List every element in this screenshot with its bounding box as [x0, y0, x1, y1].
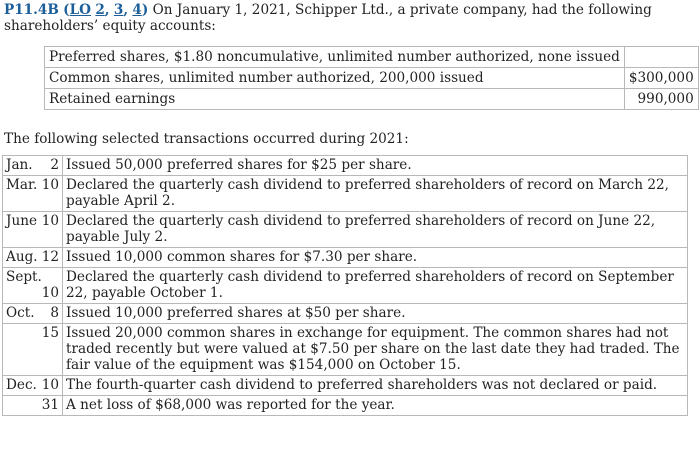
transaction-text: The fourth-quarter cash dividend to preferred shareholders was not declared or paid.: [63, 376, 688, 396]
lo-2-link[interactable]: 2: [95, 2, 105, 18]
transaction-month: Jan.: [6, 157, 33, 173]
transaction-text: Declared the quarterly cash dividend to preferred shareholders of record on September 22, payable October 1.: [63, 268, 688, 304]
lo-3-link[interactable]: 3: [113, 2, 124, 18]
lo-4-link[interactable]: 4: [132, 2, 142, 18]
table-row: [3, 396, 688, 416]
transaction-day: 10: [41, 213, 59, 229]
problem-id: P11.4B: [4, 2, 59, 18]
transaction-month: Oct.: [6, 305, 35, 321]
equity-accounts-table: [44, 46, 699, 110]
transaction-day: 10: [41, 377, 59, 393]
transaction-text: Declared the quarterly cash dividend to preferred shareholders of record on March 22, payable April 2.: [63, 176, 688, 212]
transaction-date: [3, 268, 63, 304]
transaction-date: [3, 376, 63, 396]
transaction-day: 10: [41, 285, 59, 301]
table-row: [3, 248, 688, 268]
table-row: [3, 156, 688, 176]
transaction-day: 2: [50, 157, 59, 173]
table-row: [3, 324, 688, 376]
transaction-date: [3, 176, 63, 212]
transaction-date: [3, 304, 63, 324]
lo-paren-open: (: [63, 2, 70, 18]
transaction-text: Issued 10,000 preferred shares at $50 per share.: [63, 304, 688, 324]
transaction-date: [3, 248, 63, 268]
transaction-day: 8: [50, 305, 59, 321]
transaction-day: 31: [41, 397, 59, 413]
transaction-text: A net loss of $68,000 was reported for the year.: [63, 396, 688, 416]
table-row: [3, 212, 688, 248]
transaction-date: [3, 396, 63, 416]
transaction-month: Dec.: [6, 377, 37, 393]
transaction-date: [3, 156, 63, 176]
table-row: [45, 68, 699, 89]
account-label: Retained earnings: [45, 89, 625, 110]
table-row: [45, 47, 699, 68]
transaction-text: Declared the quarterly cash dividend to preferred shareholders of record on June 22, payable July 2.: [63, 212, 688, 248]
transaction-month: Aug.: [6, 249, 38, 265]
lo-paren-close: ): [141, 2, 149, 18]
transaction-day: 15: [41, 325, 59, 341]
transaction-day: 10: [41, 177, 59, 193]
table-row: [45, 89, 699, 110]
account-label: Preferred shares, $1.80 noncumulative, unlimited number authorized, none issued: [45, 47, 625, 68]
transaction-month: Sept.: [6, 269, 42, 285]
lo-link[interactable]: LO: [69, 2, 91, 18]
intro-text: On January 1, 2021, Schipper Ltd., a private company, had the following shareholders’ equity accounts:: [4, 2, 652, 34]
transaction-month: Mar.: [6, 177, 38, 193]
account-amount: 990,000: [624, 89, 698, 110]
table-row: [3, 268, 688, 304]
transaction-text: Issued 50,000 preferred shares for $25 per share.: [63, 156, 688, 176]
transaction-date: [3, 324, 63, 376]
transaction-text: Issued 10,000 common shares for $7.30 per share.: [63, 248, 688, 268]
transaction-date: [3, 212, 63, 248]
transaction-day: 12: [41, 249, 59, 265]
transaction-month: June: [6, 213, 38, 229]
selected-transactions-heading: The following selected transactions occurred during 2021:: [4, 131, 409, 147]
transactions-table: [2, 155, 688, 416]
table-row: [3, 304, 688, 324]
account-label: Common shares, unlimited number authorized, 200,000 issued: [45, 68, 625, 89]
transaction-text: Issued 20,000 common shares in exchange for equipment. The common shares had not traded recently but were valued at $7.50 per share on the last date they had traded. The fair value of the equipment was $154,000 on October 15.: [63, 324, 688, 376]
problem-intro: P11.4B (LO 2, 3, 4) On January 1, 2021, Schipper Ltd., a private company, had the following shareholders’ equity accounts:: [4, 2, 652, 34]
account-amount: $300,000: [624, 68, 698, 89]
table-row: [3, 176, 688, 212]
account-amount: [624, 47, 698, 68]
table-row: [3, 376, 688, 396]
